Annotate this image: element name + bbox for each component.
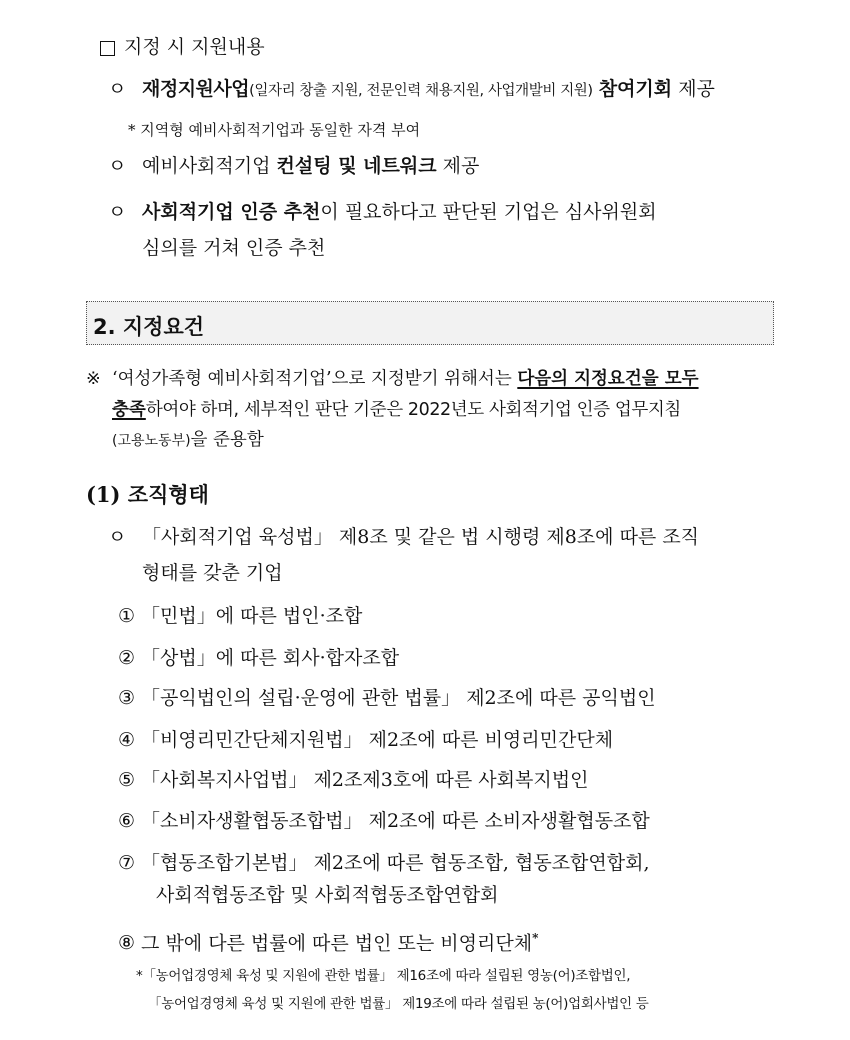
org-item-num: ⑤	[118, 769, 136, 791]
org-item-7-line2: 사회적협동조합 및 사회적협동조합연합회	[156, 884, 499, 906]
org-item-7	[118, 851, 650, 875]
org-footnote-line1: *「농어업경영체 육성 및 지원에 관한 법률」 제16조에 따라 설립된 영농(어)조합법인,	[136, 968, 631, 984]
org-item-4	[118, 728, 613, 752]
support-item-1	[108, 77, 715, 103]
org-form-intro-line1	[108, 525, 699, 549]
org-item-5	[118, 768, 588, 792]
org-item-text: 「협동조합기본법」 제2조에 따른 협동조합, 협동조합연합회,	[141, 852, 650, 874]
note-line2-emph: 충족	[112, 400, 146, 420]
org-item-num: ③	[118, 687, 136, 709]
support-item-3	[108, 200, 657, 224]
org-item-num: ⑧	[118, 932, 136, 955]
org-item-text: 「공익법인의 설립·운영에 관한 법률」 제2조에 따른 공익법인	[141, 687, 656, 709]
item2-tail: 제공	[442, 155, 480, 177]
org-item-6	[118, 809, 650, 833]
item2-pre: 예비사회적기업	[142, 155, 271, 177]
note-line3-tail: 을 준용함	[190, 430, 264, 450]
note-line1-emph: 다음의 지정요건을 모두	[517, 369, 699, 389]
org-item-num: ④	[118, 729, 136, 751]
section-2-header	[86, 301, 774, 345]
org-form-intro-text: 「사회적기업 육성법」 제8조 및 같은 법 시행령 제8조에 따른 조직	[142, 526, 700, 548]
item1-paren: (일자리 창출 지원, 전문인력 채용지원, 사업개발비 지원)	[249, 83, 593, 99]
support-note-1: * 지역형 예비사회적기업과 동일한 자격 부여	[128, 121, 421, 139]
item1-tail: 제공	[678, 78, 715, 100]
org-item-text: 「비영리민간단체지원법」 제2조에 따른 비영리민간단체	[141, 729, 614, 751]
note-line2-tail: 하여야 하며, 세부적인 판단 기준은 2022년도 사회적기업 인증 업무지침	[145, 400, 681, 420]
bullet-icon: ㅇ	[108, 155, 127, 177]
item1-bold1: 재정지원사업	[142, 78, 250, 100]
org-footnote-line2: 「농어업경영체 육성 및 지원에 관한 법률」 제19조에 따라 설립된 농(어)업회사법인 등	[148, 996, 649, 1012]
item3-bold: 사회적기업 인증 추천	[142, 201, 321, 223]
bullet-icon: ㅇ	[108, 201, 127, 223]
org-item-text: 그 밖에 다른 법률에 따른 법인 또는 비영리단체	[141, 932, 533, 955]
support-heading: 지정 시 지원내용	[124, 36, 265, 58]
org-item-8	[118, 926, 538, 955]
item1-bold2: 참여기회	[598, 78, 673, 100]
bullet-icon: ㅇ	[108, 526, 127, 548]
bullet-icon: ㅇ	[108, 78, 127, 100]
org-item-3	[118, 686, 656, 710]
support-item-2	[108, 154, 479, 178]
note-line1-pre: ‘여성가족형 예비사회적기업’으로 지정받기 위해서는	[112, 369, 512, 389]
note-line3-small: (고용노동부)	[112, 433, 191, 449]
item2-bold: 컨설팅 및 네트워크	[276, 155, 437, 177]
org-item-text: 「민법」에 따른 법인·조합	[141, 605, 363, 627]
reference-mark-icon: ※	[86, 369, 101, 389]
org-item-2	[118, 646, 399, 670]
checkbox-square-icon	[100, 41, 115, 56]
org-item-num: ①	[118, 605, 136, 627]
org-form-heading: (1) 조직형태	[86, 482, 209, 507]
item3-line2: 심의를 거쳐 인증 추천	[142, 237, 326, 259]
section2-note-line2	[112, 398, 681, 422]
footnote-mark: *	[532, 931, 539, 945]
org-item-num: ②	[118, 647, 136, 669]
section2-note-line3	[112, 428, 264, 453]
org-item-1	[118, 604, 362, 628]
org-item-num: ⑥	[118, 810, 136, 832]
section2-note-line1	[86, 367, 699, 391]
org-form-intro-line2: 형태를 갖춘 기업	[142, 562, 283, 584]
org-item-text: 「소비자생활협동조합법」 제2조에 따른 소비자생활협동조합	[141, 810, 650, 832]
org-item-text: 「상법」에 따른 회사·합자조합	[141, 647, 400, 669]
item3-line1-tail: 이 필요하다고 판단된 기업은 심사위원회	[320, 201, 657, 223]
org-item-text: 「사회복지사업법」 제2조제3호에 따른 사회복지법인	[141, 769, 589, 791]
section-2-title: 2. 지정요건	[93, 315, 205, 339]
org-item-num: ⑦	[118, 852, 136, 874]
